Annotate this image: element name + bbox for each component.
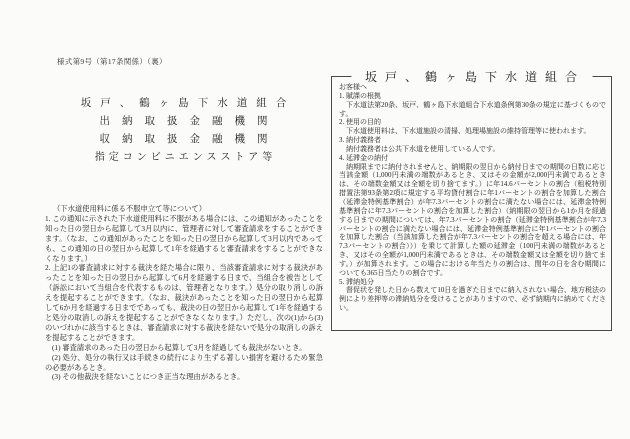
customer-notice-body: [339, 83, 606, 313]
disbursing-institution-line: 出納取扱金融機関: [99, 116, 280, 127]
collecting-institution-line: 収納取扱金融機関: [99, 134, 280, 145]
customer-greeting: お客様へ: [339, 83, 367, 91]
appeal-paragraph-1: 1. この通知に示された下水道使用料に不服がある場合には、この通知があったことを知った日の翌日から起算して3月以内に、管理者に対して審査請求をすることができます。（なお、この通知があったことを知った日の翌日から起算して3月以内であっても、この通知の日の翌日から起算して1年を経過すると審査請求をすることができなくなります。）: [45, 213, 323, 263]
association-name-title: 坂戸、鶴ヶ島下水道組合: [80, 98, 296, 109]
appeal-notice-section: [45, 204, 323, 382]
section-2-heading: 2. 使用の目的: [339, 118, 381, 127]
section-4-body: 納期限までに納付されませんと、納期限の翌日から納付日までの期間の日数に応じ当該金額（1,000円未満の端数があるとき、又はその金額が2,000円未満であるときは、その端数金額又は全額を切り捨てます。）に年14.6パーセントの割合（租税特別措置法第93条第2項に規定する平均貸付割合に年1パーセントの割合を加算した割合（延滞金特例基準割合）が年7.3パーセントの割合に満たない場合には、延滞金特例基準割合に年7.3パーセントの割合を加算した割合）（納期限の翌日から1か月を経過する日までの期間については、年7.3パーセントの割合（延滞金特例基準割合が年7.3パーセントの割合に満たない場合には、延滞金特例基準割合に年1パーセントの割合を加算した割合（当該加算した割合が年7.3パーセントの割合を超える場合には、年7.3パーセントの割合）））を乗じて計算した額の延滞金（100円未満の端数があるとき、又はその全額が1,000円未満であるときは、その端数金額又は全額を切り捨てます。）が加算されます。この場合における年当たりの割合は、閏年の日を含む期間についても365日当たりの割合です。: [339, 162, 606, 277]
section-1-heading: 1. 賦課の根拠: [339, 91, 381, 100]
section-3-heading: 3. 納付義務者: [339, 136, 381, 145]
notice-box-title: 坂戸、鶴ヶ島下水道組合: [351, 69, 592, 85]
appeal-section-heading: （下水道使用料に係る不服申立て等について）: [53, 204, 207, 213]
left-title-block: [45, 95, 322, 167]
section-5-heading: 5. 滞納処分: [339, 277, 374, 286]
section-1-body: 下水道法第20条、坂戸、鶴ヶ島下水道組合下水道条例第30条の規定に基づくものです。: [339, 100, 606, 118]
appeal-subitem-2: (2) 処分、処分の執行又は手続きの続行により生ずる著しい損害を避けるため緊急の必要があるとき。: [45, 352, 323, 372]
section-5-body: 督促状を発した日から数えて10日を過ぎた日までに納入されない場合、地方税法の例により差押等の滞納処分を受けることがありますので、必ず納期内に納めてください。: [339, 286, 606, 313]
customer-notice-box: [331, 70, 612, 331]
appeal-subitem-3: (3) その他裁決を経ないことにつき正当な理由があるとき。: [52, 372, 245, 382]
form-number-label: 様式第9号（第17条関係）（裏）: [57, 57, 167, 66]
section-4-heading: 4. 延滞金の納付: [339, 153, 388, 162]
section-3-body: 納付義務者は公共下水道を使用している人です。: [346, 144, 500, 153]
convenience-store-line: 指定コンビニエンスストア等: [94, 152, 277, 163]
section-2-body: 下水道使用料は、下水道施設の清掃、処理場施設の維持管理等に使われます。: [346, 127, 591, 136]
appeal-paragraph-2: 2. 上記1の審査請求に対する裁決を経た場合に限り、当該審査請求に対する裁決があったことを知った日の翌日から起算して6月を経過する日まで、当組合を被告として（訴訟において当組合を代表するものは、管理者となります。）処分の取り消しの訴えを提起することができます。（なお、裁決があったことを知った日の翌日から起算して6か月を経過する日までであっても、裁決の日の翌日から起算して1年を経過すると処分の取消しの訴えを提起することができなくなります。）ただし、次の(1)から(3)のいづれかに該当するときは、審査請求に対する裁決を経ないで処分の取消しの訴えを提起することができます。: [45, 263, 323, 342]
appeal-subitem-1: (1) 審査請求のあった日の翌日から起算して3月を経過しても裁決がないとき。: [52, 342, 307, 352]
